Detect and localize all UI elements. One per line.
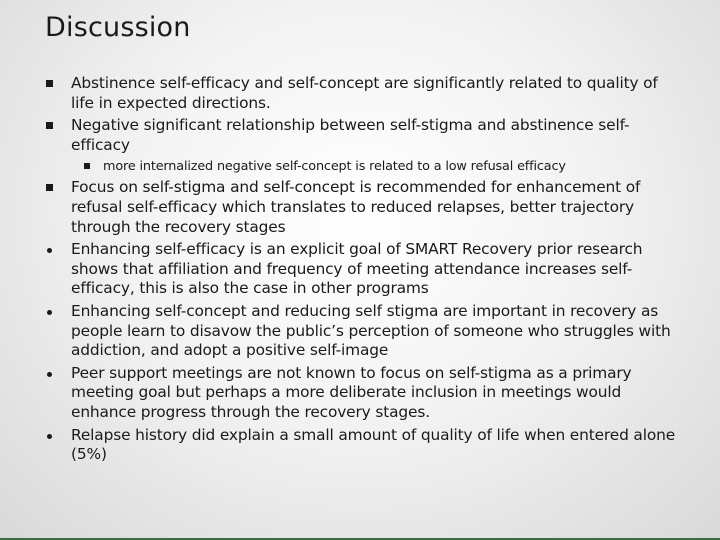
bullet-text: Enhancing self-efficacy is an explicit goal of SMART Recovery prior research shows that affiliation and frequency of meeting attendance increases self-efficacy, this is also the case in other programs [71, 240, 643, 298]
bullet-list [45, 74, 685, 468]
bullet-text: more internalized negative self-concept is related to a low refusal efficacy [103, 159, 566, 175]
bullet-text: Peer support meetings are not known to focus on self-stigma as a primary meeting goal but perhaps a more deliberate inclusion in meetings would enhance progress through the recovery stages. [71, 363, 632, 421]
bullet-item [45, 74, 685, 113]
bullet-text: Focus on self-stigma and self-concept is recommended for enhancement of refusal self-efficacy which translates to reduced relapses, better trajectory through the recovery stages [71, 178, 641, 236]
bullet-item [45, 240, 685, 299]
bullet-item [45, 302, 685, 361]
bullet-item [45, 116, 685, 155]
sub-bullet-item [83, 158, 685, 175]
bullet-text: Relapse history did explain a small amount of quality of life when entered alone (5%) [71, 425, 676, 464]
bullet-item [45, 426, 685, 465]
bullet-item [45, 178, 685, 237]
slide-title: Discussion [45, 12, 191, 43]
bullet-text: Negative significant relationship between self-stigma and abstinence self-efficacy [71, 116, 630, 154]
bullet-text: Abstinence self-efficacy and self-concept are significantly related to quality of life in expected directions. [71, 74, 658, 112]
bullet-item [45, 364, 685, 423]
bullet-text: Enhancing self-concept and reducing self stigma are important in recovery as people learn to disavow the public’s perception of someone who struggles with addiction, and adopt a positive self-image [71, 301, 671, 360]
